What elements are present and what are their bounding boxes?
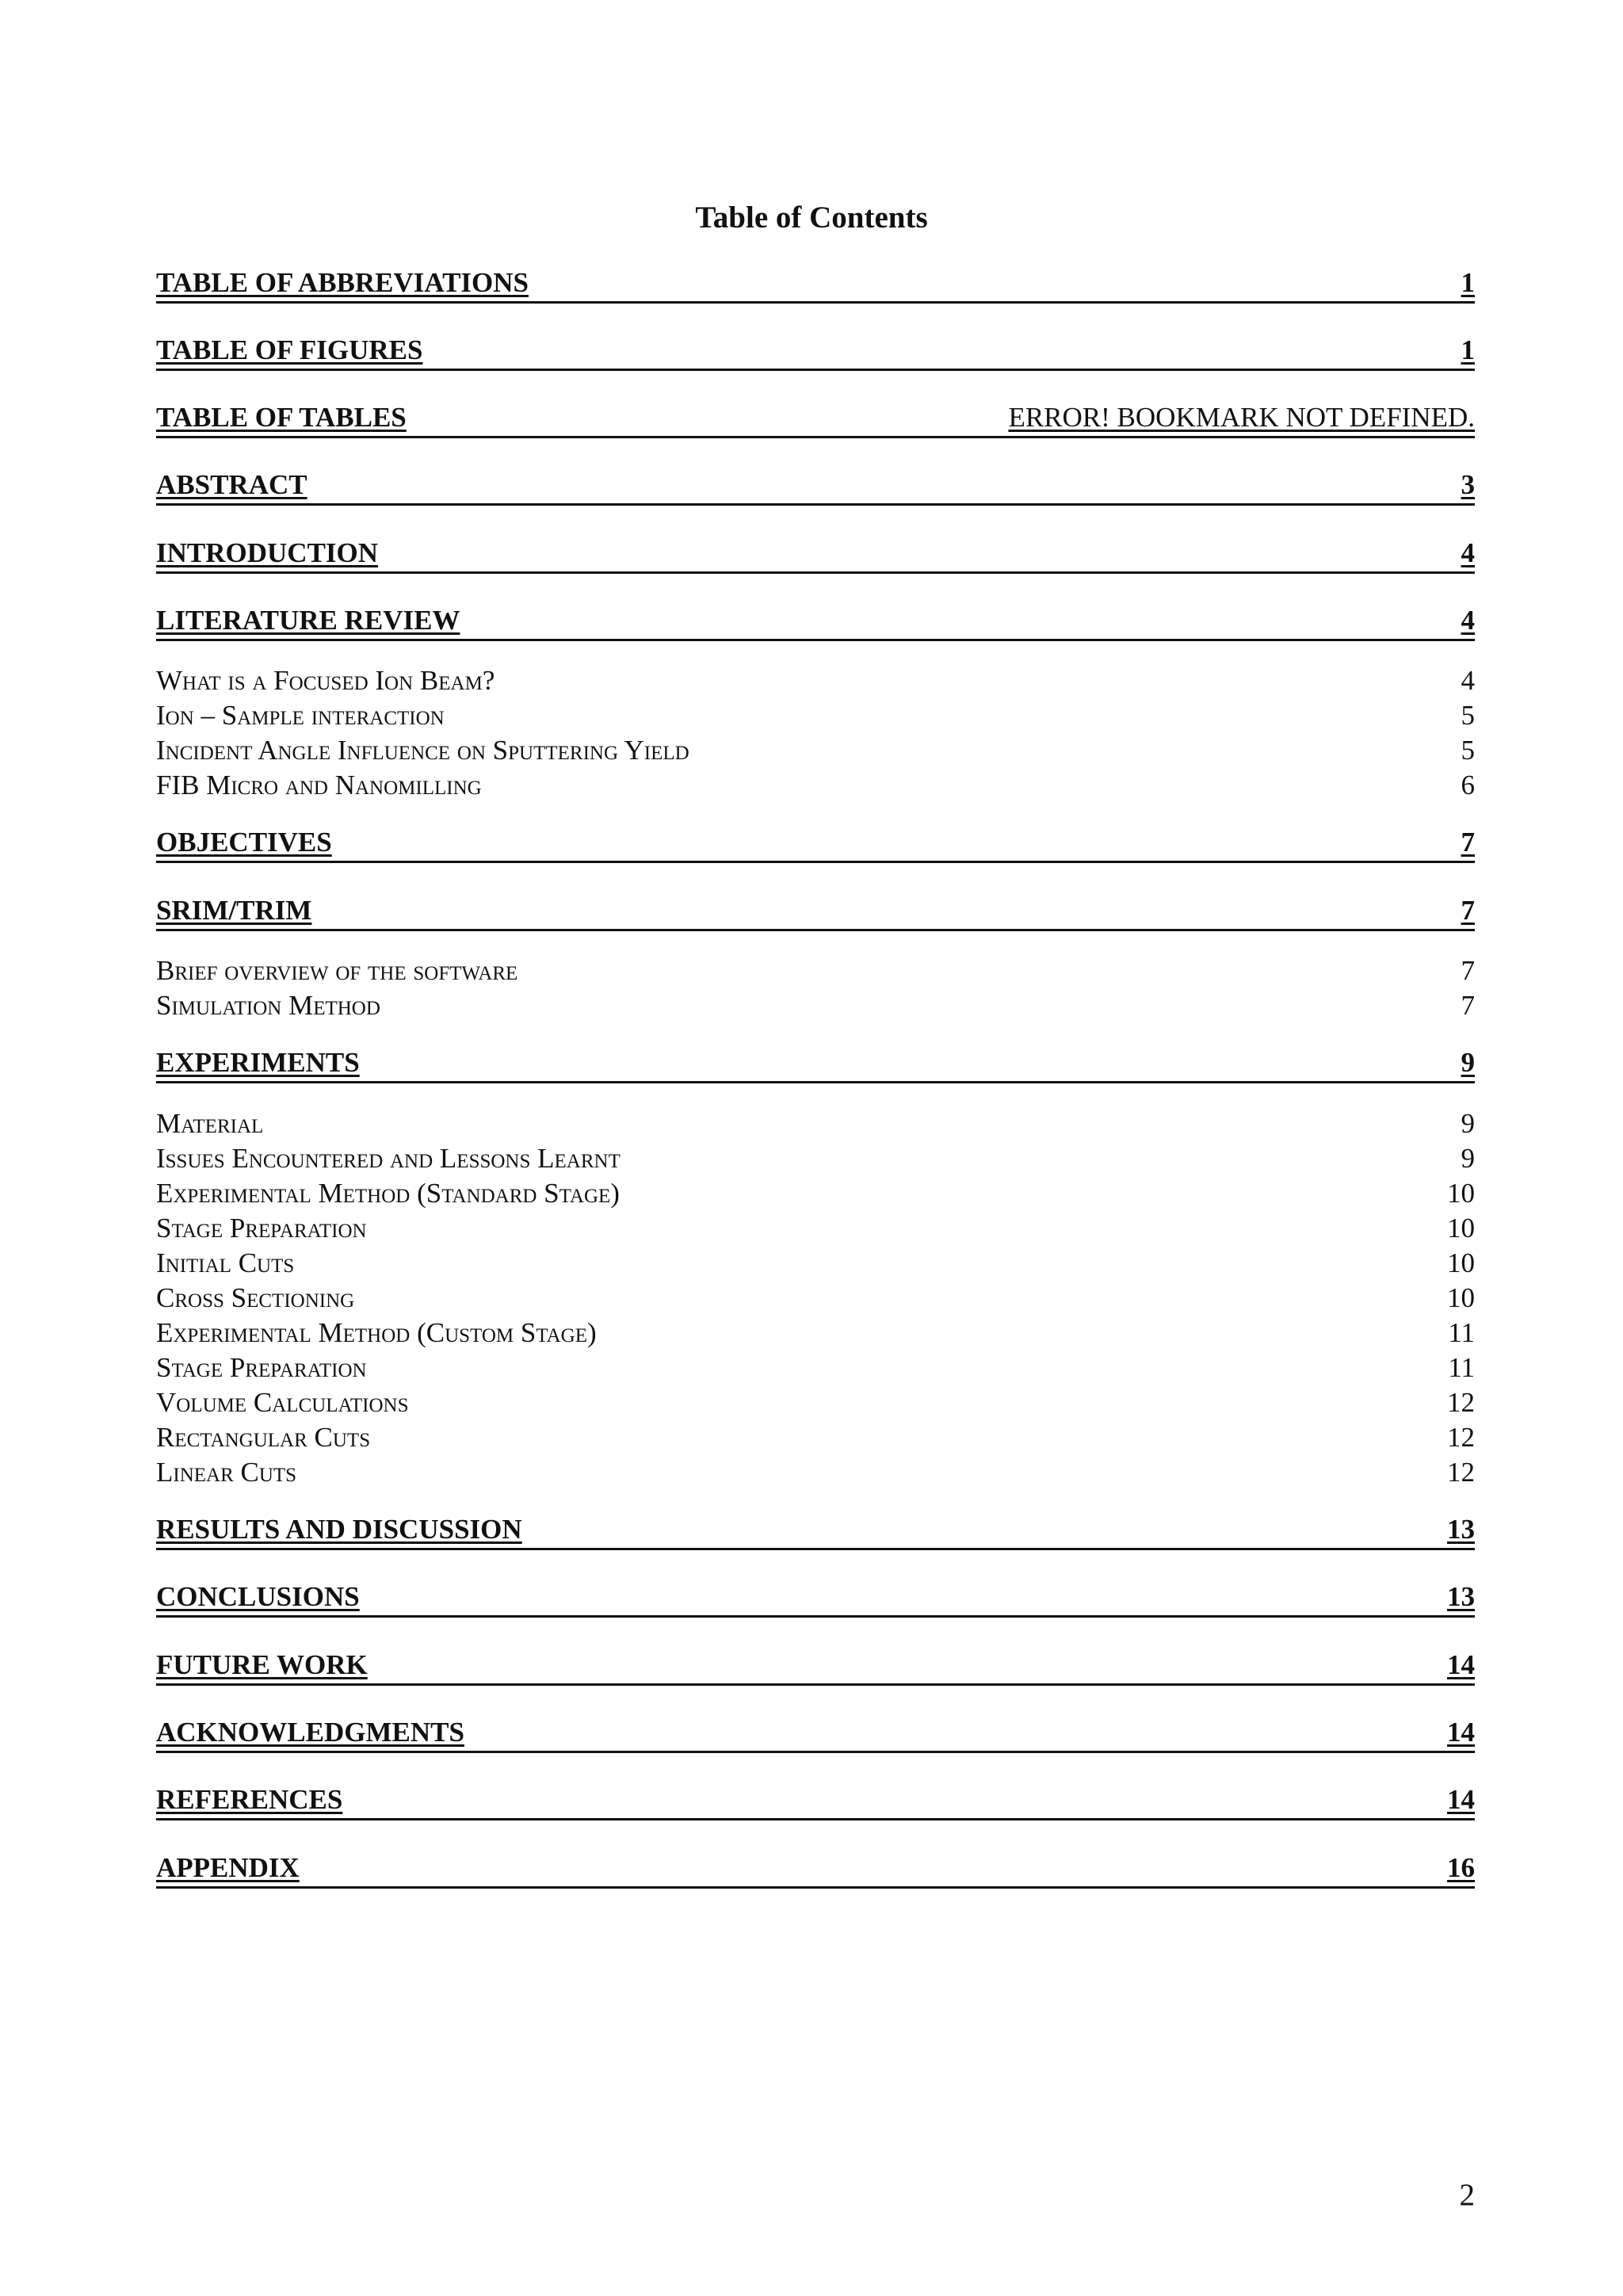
toc-entry-page: 4 (1461, 605, 1475, 636)
toc-subentry-page: 7 (1461, 955, 1475, 986)
toc-subentry[interactable] (156, 1316, 1475, 1350)
page-number: 2 (1459, 2178, 1475, 2212)
toc-entry-results-and-discussion[interactable] (156, 1514, 1475, 1550)
toc-entry-page: 9 (1461, 1047, 1475, 1078)
toc-entry-appendix[interactable] (156, 1852, 1475, 1889)
toc-subentry-label: Experimental Method (Standard Stage) (156, 1178, 620, 1209)
toc-subentry-page: 5 (1461, 735, 1475, 766)
toc-subentry[interactable] (156, 733, 1475, 768)
toc-entry-label: TABLE OF FIGURES (156, 334, 423, 365)
toc-subentry[interactable] (156, 1350, 1475, 1385)
toc-entry-page: 7 (1461, 895, 1475, 926)
toc-entry-table-of-abbreviations[interactable] (156, 267, 1475, 304)
toc-subentry-label: Initial Cuts (156, 1247, 295, 1278)
toc-subentry[interactable] (156, 988, 1475, 1023)
toc-entry-label: TABLE OF ABBREVIATIONS (156, 267, 529, 298)
toc-subentry-page: 11 (1448, 1317, 1475, 1348)
toc-subentry-label: Ion – Sample interaction (156, 700, 445, 731)
toc-subentry[interactable] (156, 1385, 1475, 1420)
toc-subentry-label: Experimental Method (Custom Stage) (156, 1317, 597, 1348)
toc-entry-experiments[interactable] (156, 1047, 1475, 1083)
toc-subentry[interactable] (156, 1246, 1475, 1281)
toc-entry-page: 7 (1461, 827, 1475, 858)
toc-entry-acknowledgments[interactable] (156, 1717, 1475, 1753)
toc-entry-label: CONCLUSIONS (156, 1581, 360, 1612)
toc-entry-label: LITERATURE REVIEW (156, 605, 460, 636)
toc-subentry-page: 12 (1447, 1457, 1475, 1488)
toc-entry-page: 4 (1461, 537, 1475, 568)
toc-subentry[interactable] (156, 768, 1475, 803)
toc-entry-label: ACKNOWLEDGMENTS (156, 1717, 464, 1748)
toc-subentry[interactable] (156, 1176, 1475, 1211)
toc-entry-label: OBJECTIVES (156, 827, 332, 858)
toc-subentry-label: Simulation Method (156, 990, 380, 1021)
toc-entry-label: EXPERIMENTS (156, 1047, 360, 1078)
toc-subentry[interactable] (156, 1455, 1475, 1490)
toc-subentry-page: 10 (1447, 1178, 1475, 1209)
toc-subentry-label: Incident Angle Influence on Sputtering Yield (156, 735, 689, 766)
toc-subentry-label: Volume Calculations (156, 1387, 409, 1418)
toc-entry-table-of-tables[interactable] (156, 402, 1475, 438)
toc-subentry[interactable] (156, 1211, 1475, 1246)
toc-entry-introduction[interactable] (156, 537, 1475, 574)
toc-subentry-page: 6 (1461, 770, 1475, 800)
toc-subentry-label: Brief overview of the software (156, 955, 518, 986)
toc-subentry-page: 9 (1461, 1143, 1475, 1174)
toc-subentry-page: 12 (1447, 1422, 1475, 1453)
toc-subentry-label: Cross Sectioning (156, 1282, 355, 1313)
toc-entry-label: INTRODUCTION (156, 537, 379, 568)
toc-entry-abstract[interactable] (156, 469, 1475, 506)
toc-subentry-page: 4 (1461, 665, 1475, 696)
toc-entry-future-work[interactable] (156, 1649, 1475, 1686)
toc-subentry-page: 10 (1447, 1213, 1475, 1244)
toc-entry-label: REFERENCES (156, 1784, 343, 1815)
toc-subentry-label: Material (156, 1108, 264, 1139)
page-title: Table of Contents (695, 201, 928, 235)
toc-subentry-label: Stage Preparation (156, 1352, 367, 1383)
toc-subentry-label: Stage Preparation (156, 1213, 367, 1244)
toc-entry-label: SRIM/TRIM (156, 895, 312, 926)
toc-entry-label: FUTURE WORK (156, 1649, 368, 1680)
toc-entry-label: RESULTS AND DISCUSSION (156, 1514, 522, 1545)
toc-entry-label: APPENDIX (156, 1852, 300, 1883)
toc-subentry-label: What is a Focused Ion Beam? (156, 665, 495, 696)
toc-subentry[interactable] (156, 698, 1475, 733)
toc-subentry[interactable] (156, 1420, 1475, 1455)
toc-entry-literature-review[interactable] (156, 605, 1475, 641)
toc-entry-page: 16 (1447, 1852, 1475, 1883)
toc-entry-srim-trim[interactable] (156, 895, 1475, 931)
toc-entry-page: 14 (1447, 1717, 1475, 1748)
toc-entry-label: ABSTRACT (156, 469, 307, 500)
toc-entry-page: 13 (1447, 1514, 1475, 1545)
toc-entry-page: 13 (1447, 1581, 1475, 1612)
toc-subentry-page: 12 (1447, 1387, 1475, 1418)
toc-subentry-label: Linear Cuts (156, 1457, 297, 1488)
toc-subentry[interactable] (156, 953, 1475, 988)
toc-subentry[interactable] (156, 1141, 1475, 1176)
toc-subentry-page: 10 (1447, 1282, 1475, 1313)
toc-entry-page: 14 (1447, 1649, 1475, 1680)
toc-entry-page: 3 (1461, 469, 1475, 500)
toc-entry-label: TABLE OF TABLES (156, 402, 407, 433)
toc-subentry-page: 5 (1461, 700, 1475, 731)
toc-entry-references[interactable] (156, 1784, 1475, 1820)
toc-subentry-page: 11 (1448, 1352, 1475, 1383)
toc-subentry[interactable] (156, 663, 1475, 698)
toc-subentry[interactable] (156, 1106, 1475, 1141)
toc-entry-page: 1 (1461, 334, 1475, 365)
toc-subentry-page: 7 (1461, 990, 1475, 1021)
toc-entry-page: 14 (1447, 1784, 1475, 1815)
toc-subentry[interactable] (156, 1281, 1475, 1316)
toc-entry-table-of-figures[interactable] (156, 334, 1475, 371)
toc-entry-page: 1 (1461, 267, 1475, 298)
toc-subentry-label: FIB Micro and Nanomilling (156, 770, 482, 800)
toc-subentry-label: Issues Encountered and Lessons Learnt (156, 1143, 621, 1174)
toc-entry-conclusions[interactable] (156, 1581, 1475, 1618)
toc-entry-error-text: ERROR! BOOKMARK NOT DEFINED. (1008, 402, 1475, 433)
toc-subentry-page: 10 (1447, 1247, 1475, 1278)
toc-subentry-page: 9 (1461, 1108, 1475, 1139)
toc-entry-objectives[interactable] (156, 827, 1475, 863)
toc-subentry-label: Rectangular Cuts (156, 1422, 371, 1453)
